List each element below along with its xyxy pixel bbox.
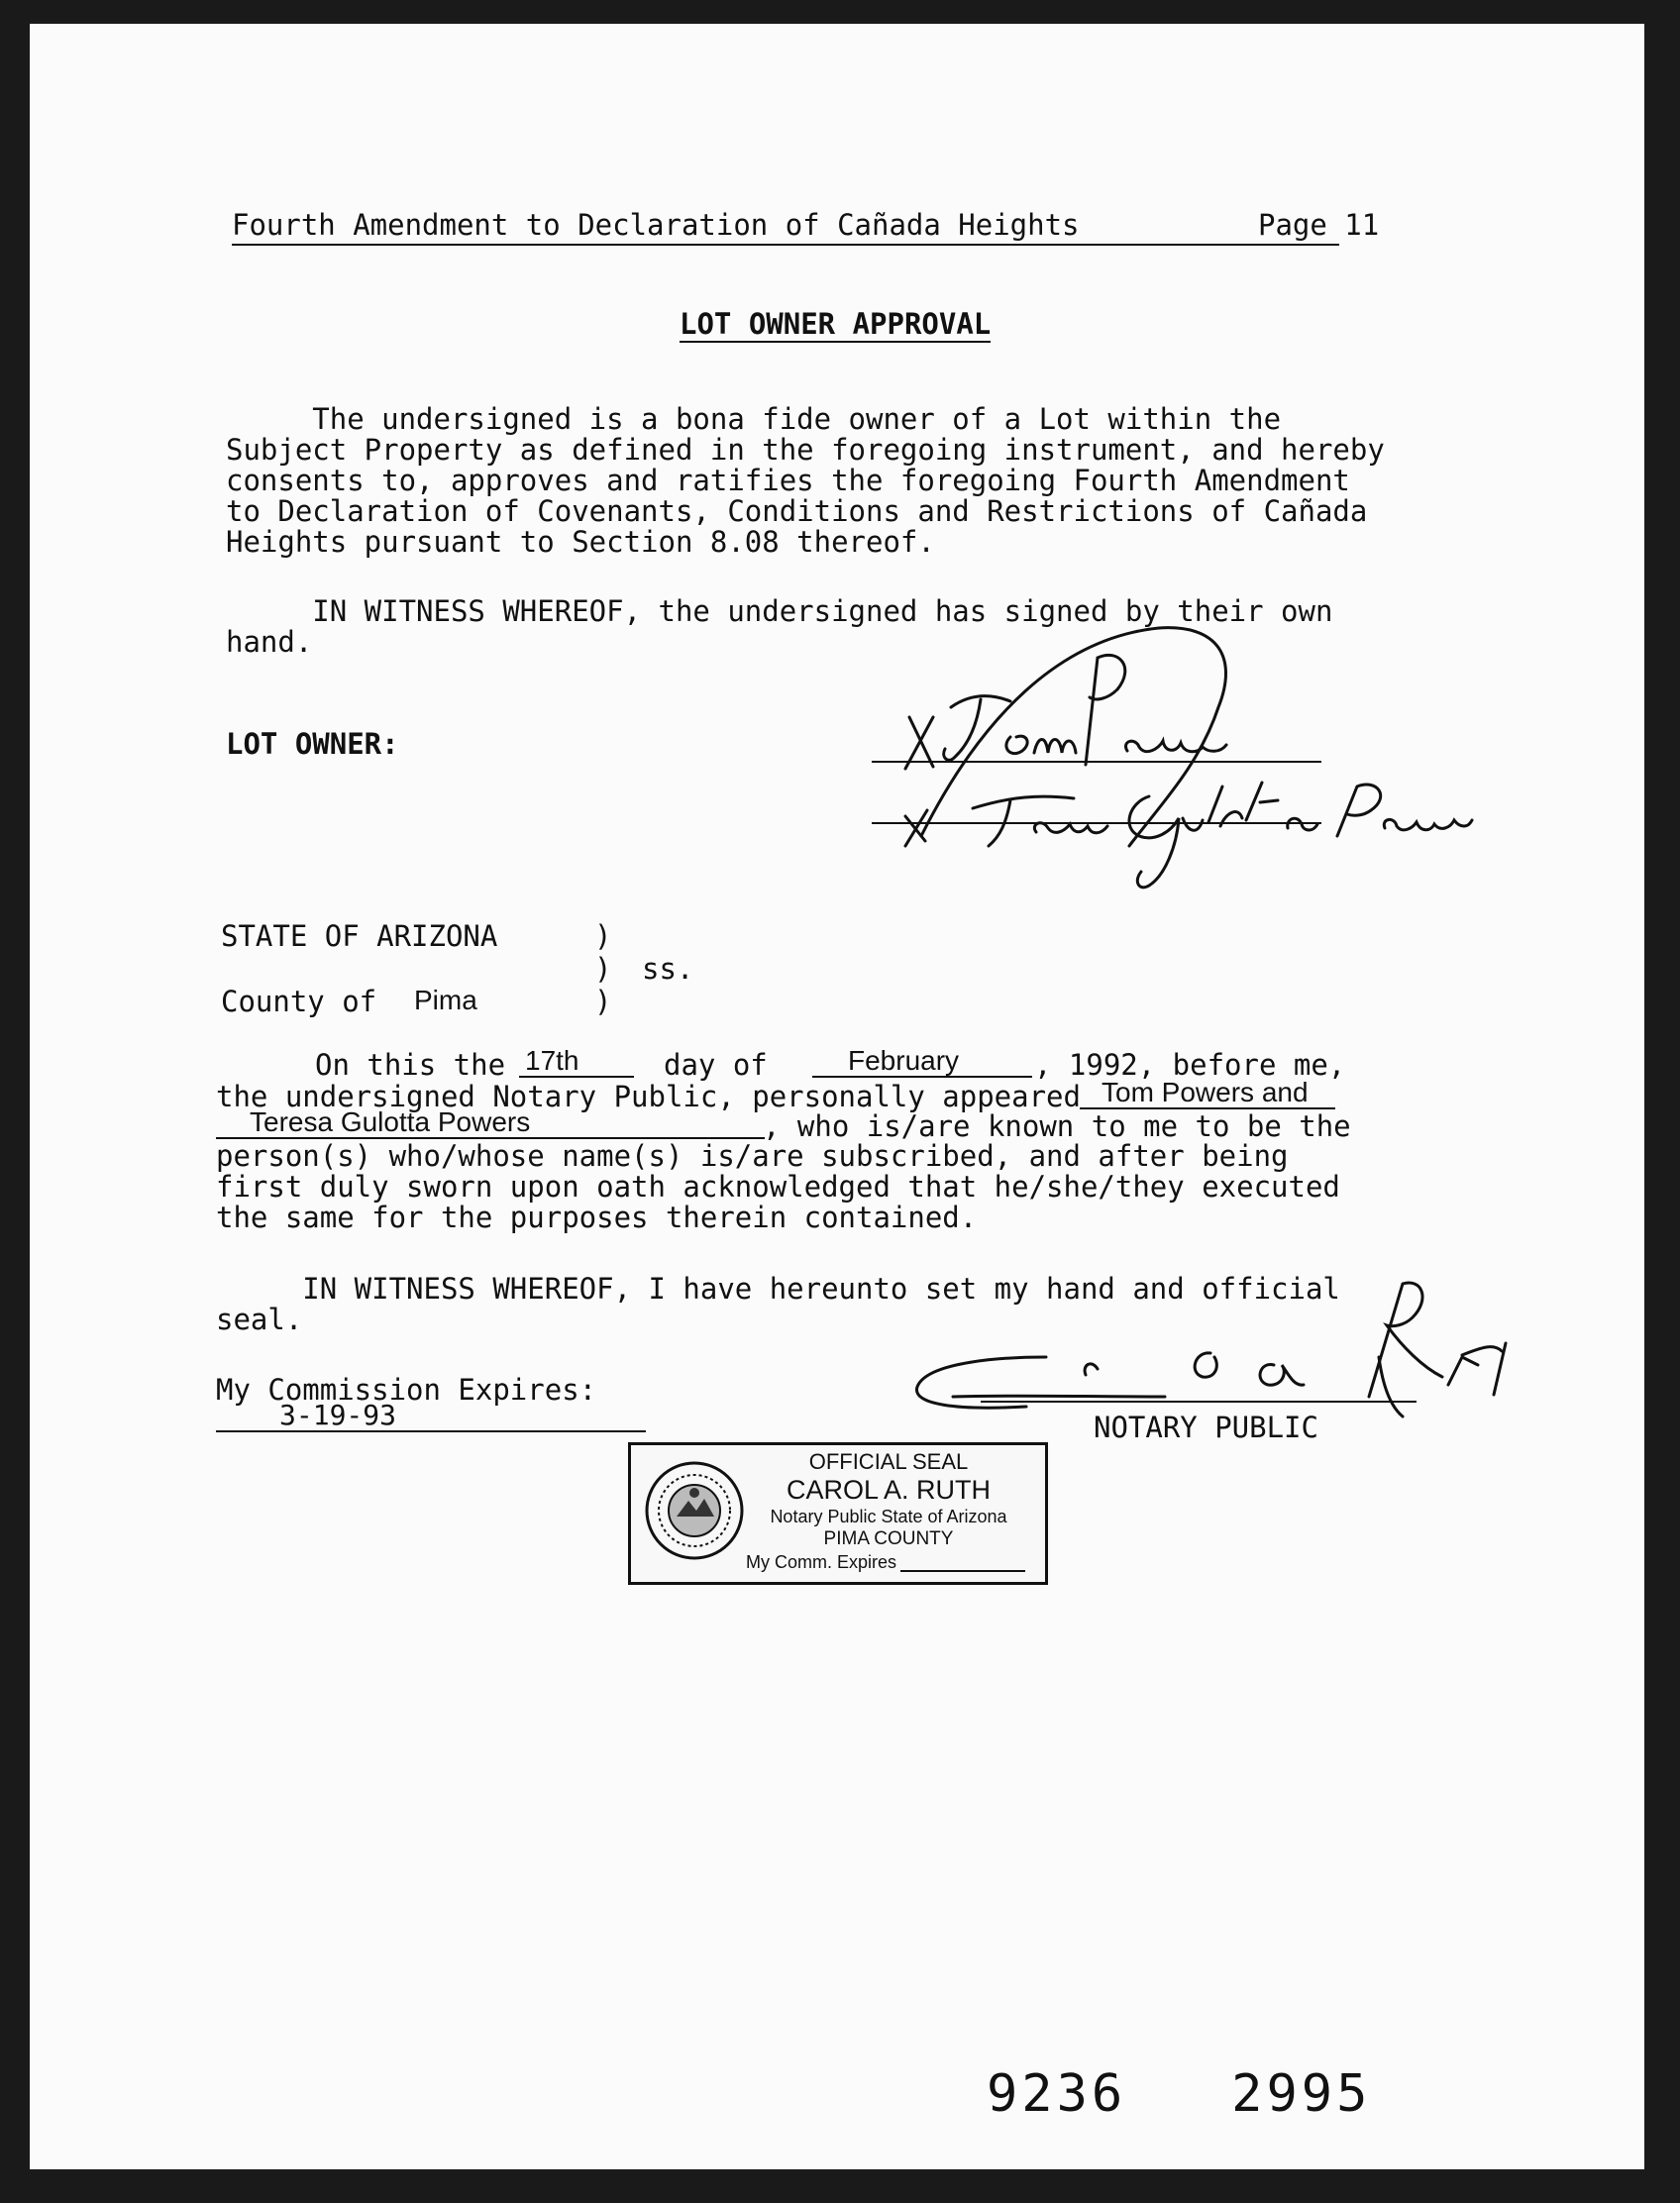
notary-public-label: NOTARY PUBLIC xyxy=(1094,1411,1318,1444)
approval-line: The undersigned is a bona fide owner of a Lot within the xyxy=(226,402,1282,436)
seal-expiry-line xyxy=(900,1570,1025,1572)
venue-paren-2: ) xyxy=(594,952,612,986)
witness-line: hand. xyxy=(226,625,313,659)
commission-label: My Commission Expires: xyxy=(216,1373,597,1407)
approval-line: consents to, approves and ratifies the foregoing Fourth Amendment xyxy=(226,464,1350,497)
witness-line: IN WITNESS WHEREOF, the undersigned has signed by their own xyxy=(226,594,1333,628)
owner-signatures xyxy=(862,598,1535,895)
header-title: Fourth Amendment to Declaration of Cañada Heights xyxy=(232,208,1262,246)
notary-line3-b: , who is/are known to me to be the xyxy=(763,1109,1351,1143)
section-title: LOT OWNER APPROVAL xyxy=(680,307,992,341)
seal-line-5: My Comm. Expires xyxy=(746,1552,897,1572)
notary-witness-line: seal. xyxy=(216,1303,303,1336)
venue-paren-1: ) xyxy=(594,919,612,953)
approval-line: Subject Property as defined in the foregoing instrument, and hereby xyxy=(226,433,1385,467)
notary-name1-field: Tom Powers and xyxy=(1080,1078,1335,1109)
commission-date-field: 3-19-93 xyxy=(216,1401,646,1432)
notary-witness-line: IN WITNESS WHEREOF, I have hereunto set my hand and official xyxy=(216,1272,1340,1306)
venue-state: STATE OF ARIZONA xyxy=(221,919,498,953)
notary-line2-a: the undersigned Notary Public, personally appeared xyxy=(216,1080,1081,1113)
notary-day-field: 17th xyxy=(519,1046,634,1078)
document-page xyxy=(30,24,1644,2169)
approval-line: to Declaration of Covenants, Conditions and Restrictions of Cañada xyxy=(226,494,1368,528)
approval-line: Heights pursuant to Section 8.08 thereof. xyxy=(226,525,935,559)
venue-county: Pima xyxy=(414,985,477,1015)
lot-owner-label: LOT OWNER: xyxy=(226,727,399,761)
notary-signature xyxy=(888,1248,1541,1436)
official-seal-stamp xyxy=(628,1442,1048,1585)
seal-line-4: PIMA COUNTY xyxy=(823,1528,954,1549)
state-seal-icon xyxy=(643,1459,746,1562)
seal-line-1: OFFICIAL SEAL xyxy=(808,1449,969,1474)
bates-number: 9236 2995 xyxy=(987,2064,1372,2124)
header-page-number: Page 11 xyxy=(1258,208,1339,246)
venue-paren-3: ) xyxy=(594,985,612,1018)
notary-name2-field: Teresa Gulotta Powers xyxy=(216,1107,765,1139)
notary-line: person(s) who/whose name(s) is/are subscribed, and after being xyxy=(216,1139,1289,1173)
notary-line1-a: On this the xyxy=(315,1048,506,1082)
notary-line: the same for the purposes therein contained. xyxy=(216,1201,978,1234)
seal-line-2: CAROL A. RUTH xyxy=(786,1475,992,1505)
venue-ss: ss. xyxy=(642,952,694,986)
notary-line1-c: , 1992, before me, xyxy=(1034,1048,1346,1082)
notary-month-field: February xyxy=(812,1046,1032,1078)
notary-line1-b: day of xyxy=(664,1048,768,1082)
seal-line-3: Notary Public State of Arizona xyxy=(770,1507,1007,1526)
venue-county-label: County of xyxy=(221,985,377,1018)
notary-line: first duly sworn upon oath acknowledged that he/she/they executed xyxy=(216,1170,1340,1204)
